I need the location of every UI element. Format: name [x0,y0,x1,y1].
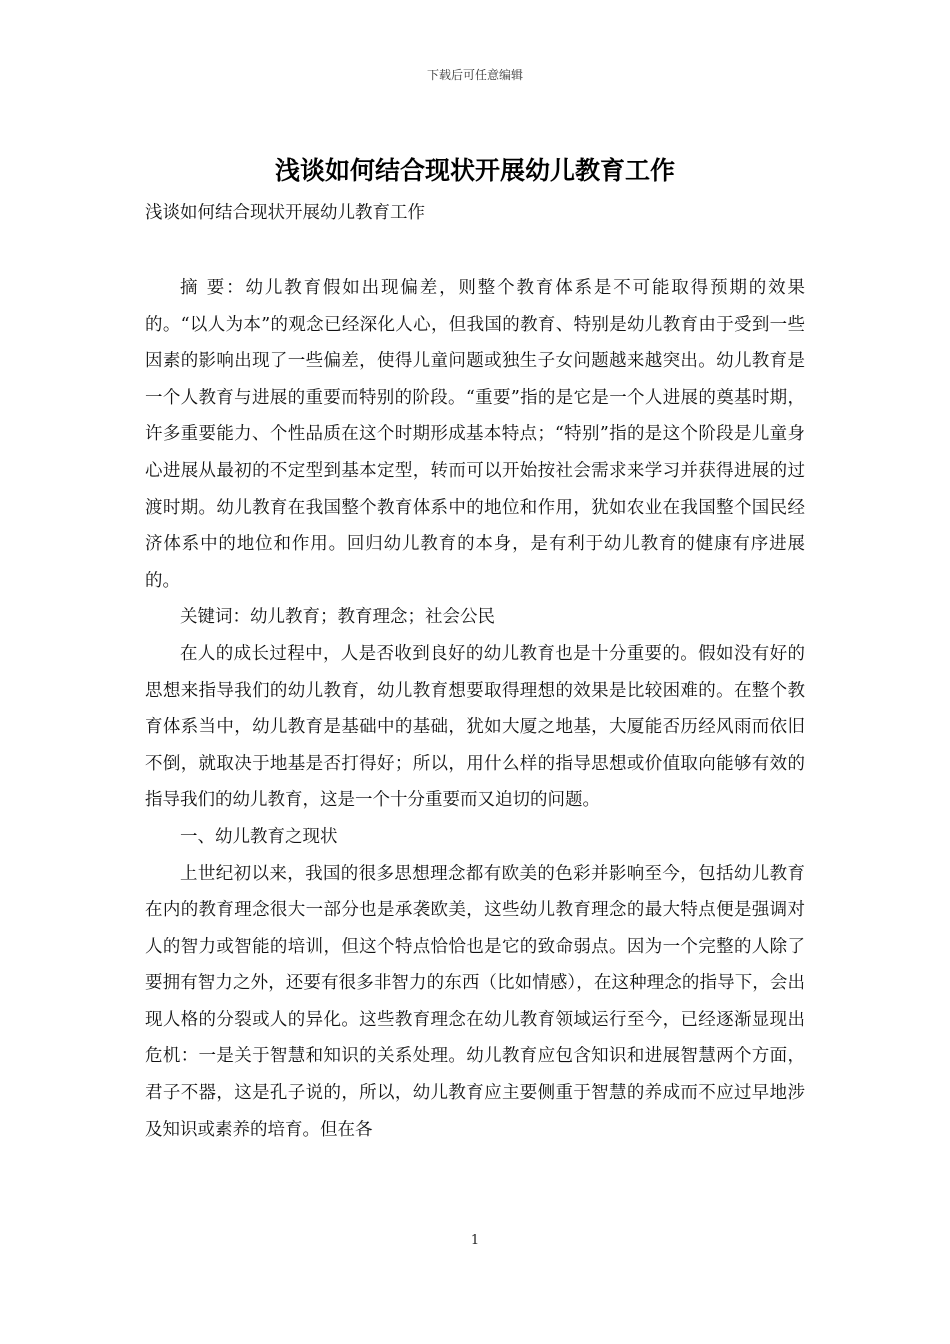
section-heading: 一、幼儿教育之现状 [180,826,338,847]
document-title: 浅谈如何结合现状开展幼儿教育工作 [274,156,675,185]
document-subtitle: 浅谈如何结合现状开展幼儿教育工作 [145,203,425,223]
intro-paragraph: 在人的成长过程中，人是否收到良好的幼儿教育也是十分重要的。假如没有好的思想来指导我们的幼儿教育，幼儿教育想要取得理想的效果是比较困难的。在整个教育体系当中，幼儿教育是基础中的基础，犹如大厦之地基，大厦能否历经风雨而依旧不倒，就取决于地基是否打得好；所以，用什么样的指导思想或价值取向能够有效的指导我们的幼儿教育，这是一个十分重要而又迫切的问题。 [145,643,805,811]
section-paragraph: 上世纪初以来，我国的很多思想理念都有欧美的色彩并影响至今，包括幼儿教育在内的教育理念很大一部分也是承袭欧美，这些幼儿教育理念的最大特点便是强调对人的智力或智能的培训，但这个特点恰恰也是它的致命弱点。因为一个完整的人除了要拥有智力之外，还要有很多非智力的东西（比如情感），在这种理念的指导下，会出现人格的分裂或人的异化。这些教育理念在幼儿教育领域运行至今，已经逐渐显现出危机：一是关于智慧和知识的关系处理。幼儿教育应包含知识和进展智慧两个方面，君子不器，这是孔子说的，所以，幼儿教育应主要侧重于智慧的养成而不应过早地涉及知识或素养的培育。但在各 [145,863,805,1140]
document-body [145,270,805,1148]
abstract-paragraph: 摘 要：幼儿教育假如出现偏差，则整个教育体系是不可能取得预期的效果的。“以人为本”的观念已经深化人心，但我国的教育、特别是幼儿教育由于受到一些因素的影响出现了一些偏差，使得儿童问题或独生子女问题越来越突出。幼儿教育是一个人教育与进展的重要而特别的阶段。“重要”指的是它是一个人进展的奠基时期，许多重要能力、个性品质在这个时期形成基本特点；“特别”指的是这个阶段是儿童身心进展从最初的不定型到基本定型，转而可以开始按社会需求来学习并获得进展的过渡时期。幼儿教育在我国整个教育体系中的地位和作用，犹如农业在我国整个国民经济体系中的地位和作用。回归幼儿教育的本身，是有利于幼儿教育的健康有序进展的。 [145,278,805,591]
keywords-paragraph: 关键词：幼儿教育；教育理念；社会公民 [180,607,495,628]
page-number: 1 [470,1233,480,1248]
header-note: 下载后可任意编辑 [426,68,523,82]
